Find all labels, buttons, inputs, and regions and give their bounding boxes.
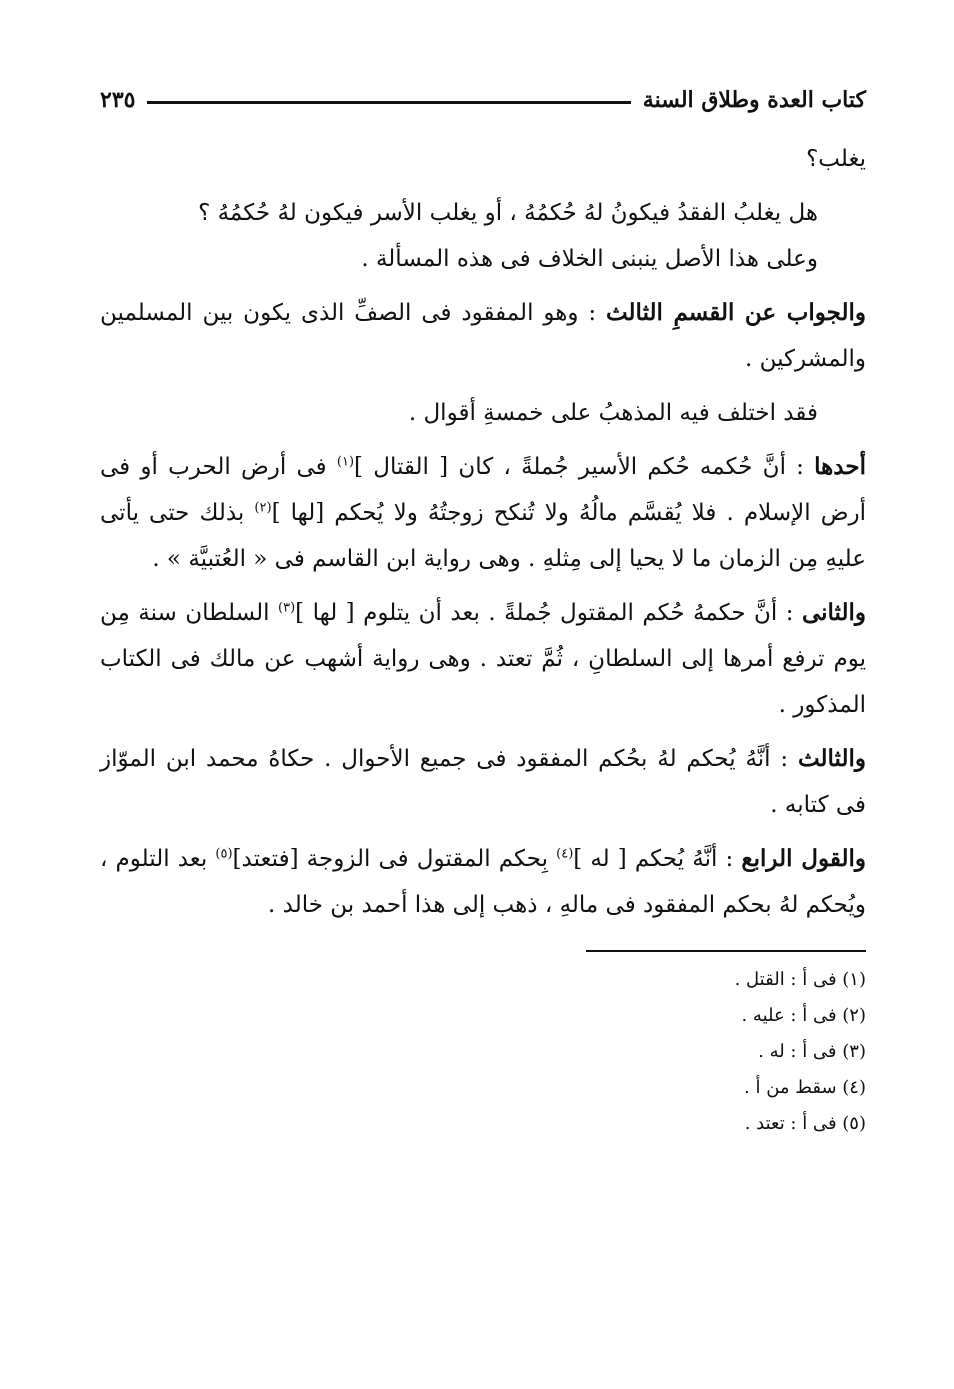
paragraph-lead: أحدها (814, 453, 866, 480)
footnote-separator (586, 950, 866, 952)
paragraph-lead: والثالث (797, 745, 866, 772)
footnote-ref: (١) (336, 454, 355, 470)
paragraph-text: فى أرض الحرب أو فى أرض الإسلام . فلا يُقسَّم مالُهُ ولا تُنكح زوجتُهُ ولا يُحكم [لها ] (100, 454, 866, 526)
book-page (100, 78, 866, 1142)
footnote-ref: (٥) (215, 846, 233, 862)
page-number: ٢٣٥ (100, 87, 136, 113)
paragraph-text: هل يغلبُ الفقدُ فيكونُ لهُ حُكمُهُ ، أو يغلب الأسر فيكون لهُ حُكمُهُ ؟ (198, 200, 818, 226)
footnote: (٢) فى أ : عليه . (741, 1005, 866, 1026)
paragraph-opinion-one (100, 444, 866, 582)
running-header (100, 78, 866, 122)
paragraph-opinion-three (100, 736, 866, 828)
paragraph-lead: والقول الرابع (741, 845, 867, 872)
paragraph-text: : أنَّ حُكمه حُكم الأسير جُملةً ، كان [ القتال ] (354, 454, 815, 480)
footnote-ref: (٢) (254, 500, 272, 516)
paragraph-question (100, 190, 866, 236)
footnote: (٣) فى أ : له . (758, 1041, 866, 1062)
footnote: (١) فى أ : القتل . (734, 969, 866, 990)
paragraph-text: : أنَّهُ يُحكم [ له ] (573, 846, 742, 872)
footnote: (٤) سقط من أ . (744, 1077, 866, 1098)
paragraph-continuation (100, 136, 866, 182)
paragraph-third-section (100, 290, 866, 382)
paragraph-opinion-two (100, 590, 866, 728)
header-rule (147, 101, 630, 104)
paragraph-basis (100, 236, 866, 282)
paragraph-text: بعد التلوم ، ويُحكم لهُ بحكم المفقود فى مالهِ ، ذهب إلى هذا أحمد بن خالد . (100, 846, 866, 918)
paragraph-text: : أنَّهُ يُحكم لهُ بحُكم المفقود فى جميع الأحوال . حكاهُ محمد ابن الموّاز فى كتابه . (100, 746, 866, 818)
footnote-ref: (٣) (278, 600, 296, 616)
paragraph-text: فقد اختلف فيه المذهبُ على خمسةِ أقوال . (408, 400, 818, 426)
footnote: (٥) فى أ : تعتد . (744, 1113, 866, 1134)
paragraph-text: وعلى هذا الأصل ينبنى الخلاف فى هذه المسألة . (361, 246, 818, 272)
header-title: كتاب العدة وطلاق السنة (642, 87, 866, 113)
paragraph-lead: والثانى (801, 599, 866, 626)
paragraph-five-opinions (100, 390, 866, 436)
paragraph-text: يغلب؟ (806, 146, 866, 172)
paragraph-lead: والجواب عن القسمِ الثالث (605, 299, 867, 326)
paragraph-text: بِحكم المقتول فى الزوجة [فتعتد] (232, 846, 557, 872)
paragraph-text: السلطان سنة مِن يوم ترفع أمرها إلى السلطانِ ، ثُمَّ تعتد . وهى رواية أشهب عن مالك فى الكتاب المذكور . (100, 600, 866, 718)
paragraph-text: : وهو المفقود فى الصفِّ الذى يكون بين المسلمين والمشركين . (100, 300, 866, 372)
footnotes-list (100, 962, 866, 1142)
main-text (100, 136, 866, 928)
paragraph-text: بذلك حتى يأتى عليهِ مِن الزمان ما لا يحيا إلى مِثلهِ . وهى رواية ابن القاسم فى « العُتبيَّة » . (100, 500, 866, 572)
footnote-ref: (٤) (556, 846, 574, 862)
paragraph-text: : أنَّ حكمهُ حُكم المقتول جُملةً . بعد أن يتلوم [ لها ] (295, 600, 802, 626)
paragraph-opinion-four (100, 836, 866, 928)
